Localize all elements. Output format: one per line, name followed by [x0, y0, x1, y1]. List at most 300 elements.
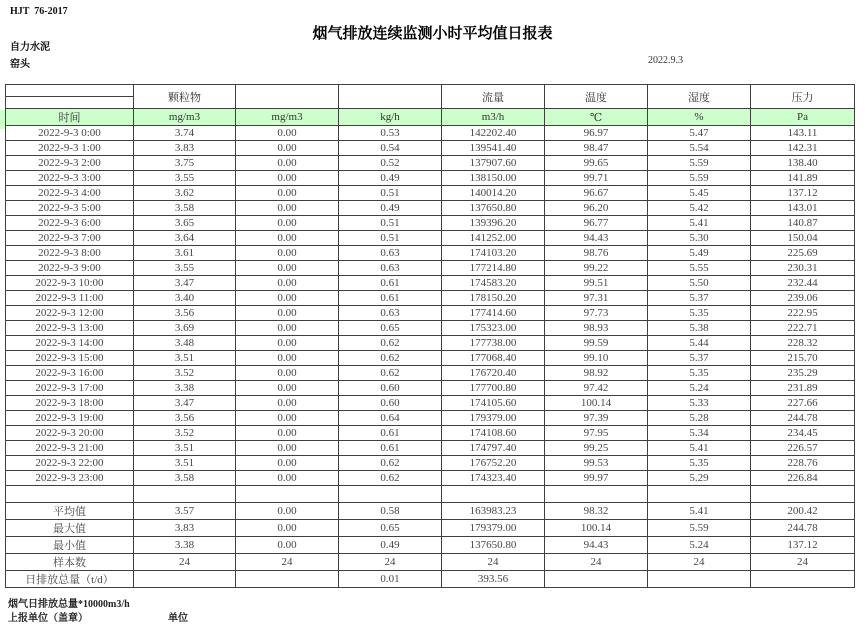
value-cell: 3.74 [134, 126, 236, 141]
value-cell: 227.66 [751, 396, 855, 411]
spacer-cell [545, 486, 648, 503]
value-cell: 142202.40 [442, 126, 545, 141]
value-cell: 0.62 [339, 351, 442, 366]
table-row [6, 306, 855, 321]
summary-value-cell: 24 [648, 554, 751, 571]
value-cell: 3.58 [134, 201, 236, 216]
column-group-header: 颗粒物 [134, 85, 236, 109]
time-cell: 2022-9-3 2:00 [6, 156, 134, 171]
summary-row [6, 554, 855, 571]
value-cell: 0.00 [236, 471, 339, 486]
value-cell: 3.51 [134, 351, 236, 366]
value-cell: 3.75 [134, 156, 236, 171]
value-cell: 228.32 [751, 336, 855, 351]
value-cell: 0.49 [339, 171, 442, 186]
table-row [6, 471, 855, 486]
value-cell: 0.00 [236, 276, 339, 291]
value-cell: 174103.20 [442, 246, 545, 261]
time-cell: 2022-9-3 4:00 [6, 186, 134, 201]
table-row [6, 396, 855, 411]
table-row [6, 141, 855, 156]
summary-value-cell: 24 [545, 554, 648, 571]
value-cell: 5.24 [648, 381, 751, 396]
value-cell: 3.56 [134, 411, 236, 426]
value-cell: 0.00 [236, 216, 339, 231]
value-cell: 100.14 [545, 396, 648, 411]
value-cell: 99.53 [545, 456, 648, 471]
value-cell: 141252.00 [442, 231, 545, 246]
value-cell: 5.34 [648, 426, 751, 441]
value-cell: 0.62 [339, 471, 442, 486]
table-body [6, 126, 855, 588]
summary-value-cell [545, 571, 648, 588]
summary-value-cell: 5.59 [648, 520, 751, 537]
table-row [6, 246, 855, 261]
value-cell: 99.10 [545, 351, 648, 366]
value-cell: 226.84 [751, 471, 855, 486]
time-cell: 2022-9-3 23:00 [6, 471, 134, 486]
table-row [6, 381, 855, 396]
summary-value-cell: 0.49 [339, 537, 442, 554]
value-cell: 3.56 [134, 306, 236, 321]
value-cell: 179379.00 [442, 411, 545, 426]
value-cell: 98.93 [545, 321, 648, 336]
value-cell: 231.89 [751, 381, 855, 396]
time-cell: 2022-9-3 22:00 [6, 456, 134, 471]
value-cell: 5.41 [648, 216, 751, 231]
summary-value-cell: 24 [339, 554, 442, 571]
spacer-cell [751, 486, 855, 503]
column-group-header: 湿度 [648, 85, 751, 109]
summary-value-cell: 94.43 [545, 537, 648, 554]
value-cell: 3.69 [134, 321, 236, 336]
table-row [6, 291, 855, 306]
value-cell: 97.95 [545, 426, 648, 441]
value-cell: 139396.20 [442, 216, 545, 231]
value-cell: 5.49 [648, 246, 751, 261]
summary-label: 样本数 [6, 554, 134, 571]
monitoring-point-name: 窑头 [10, 59, 30, 70]
value-cell: 0.00 [236, 141, 339, 156]
unit-header: mg/m3 [134, 109, 236, 126]
value-cell: 99.97 [545, 471, 648, 486]
summary-value-cell: 0.00 [236, 520, 339, 537]
value-cell: 3.48 [134, 336, 236, 351]
summary-value-cell: 0.58 [339, 503, 442, 520]
table-row [6, 366, 855, 381]
value-cell: 176752.20 [442, 456, 545, 471]
value-cell: 174105.60 [442, 396, 545, 411]
time-cell: 2022-9-3 11:00 [6, 291, 134, 306]
value-cell: 3.51 [134, 456, 236, 471]
value-cell: 0.00 [236, 381, 339, 396]
value-cell: 96.20 [545, 201, 648, 216]
value-cell: 137.12 [751, 186, 855, 201]
value-cell: 0.00 [236, 246, 339, 261]
time-cell: 2022-9-3 10:00 [6, 276, 134, 291]
value-cell: 174323.40 [442, 471, 545, 486]
value-cell: 0.00 [236, 171, 339, 186]
value-cell: 5.35 [648, 456, 751, 471]
value-cell: 140.87 [751, 216, 855, 231]
value-cell: 225.69 [751, 246, 855, 261]
time-cell: 2022-9-3 14:00 [6, 336, 134, 351]
value-cell: 5.45 [648, 186, 751, 201]
time-cell: 2022-9-3 0:00 [6, 126, 134, 141]
value-cell: 5.59 [648, 156, 751, 171]
summary-value-cell: 24 [751, 554, 855, 571]
table-header [6, 85, 855, 126]
summary-value-cell: 5.24 [648, 537, 751, 554]
value-cell: 0.49 [339, 201, 442, 216]
summary-row [6, 537, 855, 554]
value-cell: 226.57 [751, 441, 855, 456]
value-cell: 177700.80 [442, 381, 545, 396]
value-cell: 174108.60 [442, 426, 545, 441]
report-unit-label: 上报单位（盖章） [8, 613, 88, 624]
value-cell: 0.00 [236, 186, 339, 201]
value-cell: 137650.80 [442, 201, 545, 216]
value-cell: 0.62 [339, 366, 442, 381]
time-cell: 2022-9-3 9:00 [6, 261, 134, 276]
table-row [6, 321, 855, 336]
summary-row [6, 520, 855, 537]
value-cell: 230.31 [751, 261, 855, 276]
column-group-header: 压力 [751, 85, 855, 109]
value-cell: 138150.00 [442, 171, 545, 186]
table-row [6, 201, 855, 216]
value-cell: 96.67 [545, 186, 648, 201]
summary-label: 平均值 [6, 503, 134, 520]
table-row [6, 171, 855, 186]
value-cell: 0.60 [339, 396, 442, 411]
summary-value-cell: 179379.00 [442, 520, 545, 537]
unit-header: Pa [751, 109, 855, 126]
value-cell: 3.52 [134, 426, 236, 441]
value-cell: 0.51 [339, 231, 442, 246]
value-cell: 0.00 [236, 306, 339, 321]
value-cell: 0.00 [236, 231, 339, 246]
summary-value-cell [134, 571, 236, 588]
value-cell: 222.95 [751, 306, 855, 321]
summary-value-cell: 100.14 [545, 520, 648, 537]
value-cell: 96.77 [545, 216, 648, 231]
summary-value-cell: 24 [134, 554, 236, 571]
time-cell: 2022-9-3 5:00 [6, 201, 134, 216]
table-row [6, 261, 855, 276]
time-cell: 2022-9-3 3:00 [6, 171, 134, 186]
value-cell: 137907.60 [442, 156, 545, 171]
unit-label: 单位 [168, 613, 188, 624]
value-cell: 177214.80 [442, 261, 545, 276]
table-row [6, 126, 855, 141]
value-cell: 0.00 [236, 456, 339, 471]
table-row [6, 351, 855, 366]
unit-header: ℃ [545, 109, 648, 126]
spacer-cell [339, 486, 442, 503]
group-header-row [6, 85, 855, 97]
value-cell: 0.51 [339, 216, 442, 231]
summary-value-cell: 0.65 [339, 520, 442, 537]
summary-value-cell: 200.42 [751, 503, 855, 520]
value-cell: 97.31 [545, 291, 648, 306]
value-cell: 174583.20 [442, 276, 545, 291]
value-cell: 177738.00 [442, 336, 545, 351]
value-cell: 98.47 [545, 141, 648, 156]
value-cell: 5.54 [648, 141, 751, 156]
value-cell: 0.00 [236, 261, 339, 276]
value-cell: 0.00 [236, 441, 339, 456]
time-cell: 2022-9-3 13:00 [6, 321, 134, 336]
time-cell: 2022-9-3 1:00 [6, 141, 134, 156]
standard-label: HJT 76-2017 [10, 6, 68, 17]
value-cell: 5.44 [648, 336, 751, 351]
value-cell: 98.92 [545, 366, 648, 381]
value-cell: 0.00 [236, 396, 339, 411]
value-cell: 3.83 [134, 141, 236, 156]
value-cell: 0.53 [339, 126, 442, 141]
value-cell: 177414.60 [442, 306, 545, 321]
summary-value-cell: 163983.23 [442, 503, 545, 520]
value-cell: 96.97 [545, 126, 648, 141]
time-cell: 2022-9-3 12:00 [6, 306, 134, 321]
value-cell: 3.58 [134, 471, 236, 486]
unit-header: kg/h [339, 109, 442, 126]
time-cell: 2022-9-3 15:00 [6, 351, 134, 366]
corner-cell-top [6, 85, 134, 97]
value-cell: 5.35 [648, 366, 751, 381]
summary-row [6, 571, 855, 588]
column-group-header: 温度 [545, 85, 648, 109]
value-cell: 5.37 [648, 291, 751, 306]
value-cell: 5.29 [648, 471, 751, 486]
table-row [6, 336, 855, 351]
value-cell: 176720.40 [442, 366, 545, 381]
value-cell: 5.50 [648, 276, 751, 291]
value-cell: 3.64 [134, 231, 236, 246]
value-cell: 3.55 [134, 261, 236, 276]
value-cell: 5.37 [648, 351, 751, 366]
table-row [6, 456, 855, 471]
value-cell: 0.63 [339, 261, 442, 276]
value-cell: 0.51 [339, 186, 442, 201]
value-cell: 5.35 [648, 306, 751, 321]
summary-value-cell: 3.57 [134, 503, 236, 520]
unit-header-row [6, 109, 855, 126]
summary-value-cell: 5.41 [648, 503, 751, 520]
value-cell: 234.45 [751, 426, 855, 441]
table-row [6, 231, 855, 246]
summary-value-cell: 137.12 [751, 537, 855, 554]
unit-header: mg/m3 [236, 109, 339, 126]
summary-value-cell: 393.56 [442, 571, 545, 588]
value-cell: 0.62 [339, 336, 442, 351]
summary-value-cell: 244.78 [751, 520, 855, 537]
summary-value-cell: 137650.80 [442, 537, 545, 554]
value-cell: 97.42 [545, 381, 648, 396]
footer-note: 烟气日排放总量*10000m3/h [8, 599, 130, 610]
value-cell: 3.61 [134, 246, 236, 261]
value-cell: 239.06 [751, 291, 855, 306]
value-cell: 0.65 [339, 321, 442, 336]
value-cell: 3.47 [134, 276, 236, 291]
table-row [6, 411, 855, 426]
value-cell: 0.54 [339, 141, 442, 156]
value-cell: 3.40 [134, 291, 236, 306]
value-cell: 0.00 [236, 336, 339, 351]
value-cell: 140014.20 [442, 186, 545, 201]
time-cell: 2022-9-3 6:00 [6, 216, 134, 231]
time-cell: 2022-9-3 21:00 [6, 441, 134, 456]
value-cell: 3.51 [134, 441, 236, 456]
table-row [6, 156, 855, 171]
summary-value-cell: 3.83 [134, 520, 236, 537]
summary-row [6, 503, 855, 520]
summary-value-cell: 24 [442, 554, 545, 571]
value-cell: 235.29 [751, 366, 855, 381]
summary-value-cell: 98.32 [545, 503, 648, 520]
value-cell: 5.38 [648, 321, 751, 336]
summary-value-cell: 3.38 [134, 537, 236, 554]
value-cell: 99.51 [545, 276, 648, 291]
value-cell: 3.62 [134, 186, 236, 201]
table-row [6, 216, 855, 231]
value-cell: 3.38 [134, 381, 236, 396]
spacer-row [6, 486, 855, 503]
value-cell: 0.00 [236, 426, 339, 441]
value-cell: 232.44 [751, 276, 855, 291]
time-cell: 2022-9-3 20:00 [6, 426, 134, 441]
summary-value-cell [648, 571, 751, 588]
table-row [6, 441, 855, 456]
report-date: 2022.9.3 [648, 55, 683, 66]
spacer-cell [236, 486, 339, 503]
value-cell: 5.30 [648, 231, 751, 246]
spacer-cell [442, 486, 545, 503]
value-cell: 141.89 [751, 171, 855, 186]
value-cell: 138.40 [751, 156, 855, 171]
value-cell: 139541.40 [442, 141, 545, 156]
value-cell: 175323.00 [442, 321, 545, 336]
time-column-header: 时间 [6, 109, 134, 126]
value-cell: 0.00 [236, 126, 339, 141]
value-cell: 0.63 [339, 246, 442, 261]
value-cell: 99.25 [545, 441, 648, 456]
summary-value-cell: 0.00 [236, 537, 339, 554]
value-cell: 99.59 [545, 336, 648, 351]
spacer-cell [648, 486, 751, 503]
summary-label: 最小值 [6, 537, 134, 554]
summary-label: 日排放总量（t/d） [6, 571, 134, 588]
value-cell: 99.65 [545, 156, 648, 171]
table-row [6, 276, 855, 291]
value-cell: 244.78 [751, 411, 855, 426]
value-cell: 143.01 [751, 201, 855, 216]
value-cell: 177068.40 [442, 351, 545, 366]
value-cell: 3.47 [134, 396, 236, 411]
value-cell: 0.63 [339, 306, 442, 321]
value-cell: 0.61 [339, 426, 442, 441]
value-cell: 0.64 [339, 411, 442, 426]
column-group-header [339, 85, 442, 109]
time-cell: 2022-9-3 18:00 [6, 396, 134, 411]
summary-value-cell [236, 571, 339, 588]
value-cell: 150.04 [751, 231, 855, 246]
value-cell: 0.62 [339, 456, 442, 471]
value-cell: 143.11 [751, 126, 855, 141]
time-cell: 2022-9-3 16:00 [6, 366, 134, 381]
value-cell: 142.31 [751, 141, 855, 156]
column-group-header: 流量 [442, 85, 545, 109]
value-cell: 5.47 [648, 126, 751, 141]
value-cell: 174797.40 [442, 441, 545, 456]
value-cell: 0.61 [339, 276, 442, 291]
summary-label: 最大值 [6, 520, 134, 537]
summary-value-cell: 24 [236, 554, 339, 571]
report-title: 烟气排放连续监测小时平均值日报表 [312, 26, 553, 42]
time-cell: 2022-9-3 7:00 [6, 231, 134, 246]
value-cell: 5.33 [648, 396, 751, 411]
time-cell: 2022-9-3 8:00 [6, 246, 134, 261]
unit-header: m3/h [442, 109, 545, 126]
summary-value-cell [751, 571, 855, 588]
value-cell: 0.52 [339, 156, 442, 171]
value-cell: 222.71 [751, 321, 855, 336]
time-cell: 2022-9-3 19:00 [6, 411, 134, 426]
value-cell: 5.59 [648, 171, 751, 186]
value-cell: 5.41 [648, 441, 751, 456]
value-cell: 178150.20 [442, 291, 545, 306]
value-cell: 215.70 [751, 351, 855, 366]
value-cell: 0.00 [236, 321, 339, 336]
value-cell: 0.61 [339, 291, 442, 306]
value-cell: 0.00 [236, 411, 339, 426]
summary-value-cell: 0.01 [339, 571, 442, 588]
summary-value-cell: 0.00 [236, 503, 339, 520]
table-row [6, 186, 855, 201]
value-cell: 3.52 [134, 366, 236, 381]
value-cell: 98.76 [545, 246, 648, 261]
value-cell: 0.00 [236, 366, 339, 381]
value-cell: 94.43 [545, 231, 648, 246]
corner-cell-bottom [6, 97, 134, 109]
value-cell: 5.55 [648, 261, 751, 276]
value-cell: 0.00 [236, 156, 339, 171]
time-cell: 2022-9-3 17:00 [6, 381, 134, 396]
value-cell: 0.00 [236, 351, 339, 366]
value-cell: 3.65 [134, 216, 236, 231]
company-name: 自力水泥 [10, 42, 50, 53]
spacer-cell [134, 486, 236, 503]
value-cell: 99.22 [545, 261, 648, 276]
value-cell: 0.00 [236, 291, 339, 306]
value-cell: 0.60 [339, 381, 442, 396]
table-row [6, 426, 855, 441]
value-cell: 228.76 [751, 456, 855, 471]
value-cell: 97.73 [545, 306, 648, 321]
value-cell: 99.71 [545, 171, 648, 186]
value-cell: 5.42 [648, 201, 751, 216]
value-cell: 5.28 [648, 411, 751, 426]
value-cell: 3.55 [134, 171, 236, 186]
value-cell: 0.61 [339, 441, 442, 456]
unit-header: % [648, 109, 751, 126]
value-cell: 0.00 [236, 201, 339, 216]
report-table [5, 84, 855, 588]
column-group-header [236, 85, 339, 109]
spacer-cell [6, 486, 134, 503]
value-cell: 97.39 [545, 411, 648, 426]
